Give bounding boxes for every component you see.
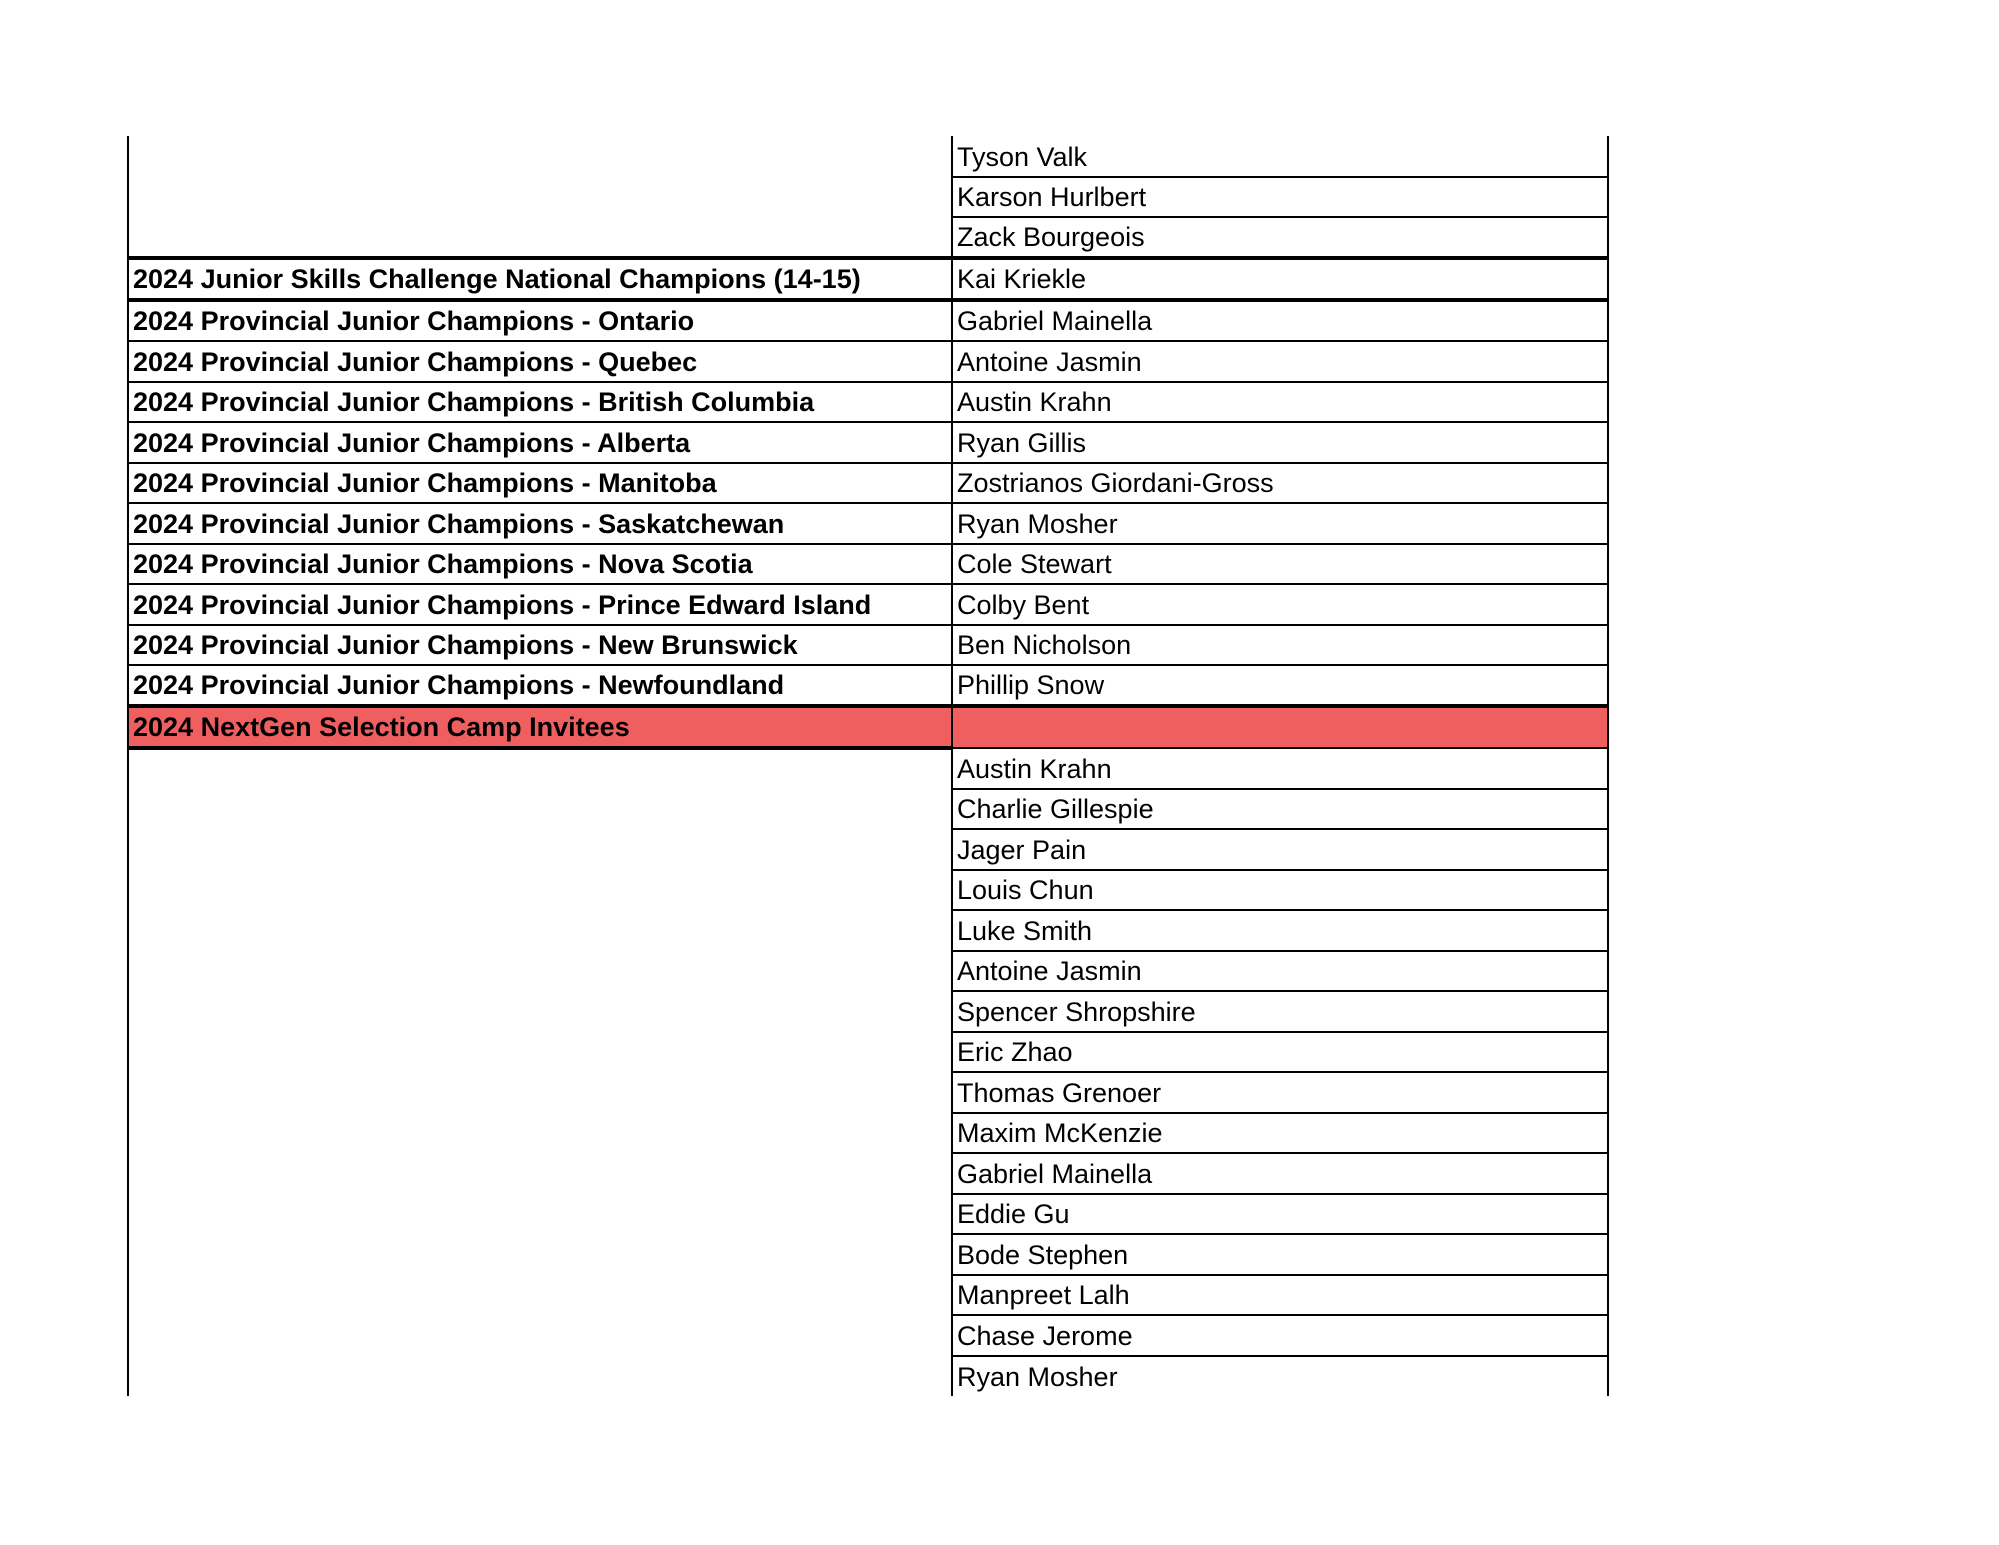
empty-category-cell[interactable] [128,177,952,218]
name-cell[interactable]: Austin Krahn [952,382,1608,423]
empty-category-cell[interactable] [128,910,952,951]
table-row [128,217,1608,258]
table-row [128,136,1608,177]
name-cell[interactable]: Gabriel Mainella [952,1153,1608,1194]
name-cell[interactable]: Maxim McKenzie [952,1113,1608,1154]
table-row [128,665,1608,706]
table-row [128,1234,1608,1275]
table-row [128,463,1608,504]
table-row [128,625,1608,666]
empty-category-cell[interactable] [128,217,952,258]
empty-category-cell[interactable] [128,748,952,789]
category-cell[interactable]: 2024 Provincial Junior Champions - British Columbia [128,382,952,423]
name-cell[interactable]: Ben Nicholson [952,625,1608,666]
name-cell[interactable]: Zack Bourgeois [952,217,1608,258]
empty-category-cell[interactable] [128,1072,952,1113]
name-cell[interactable]: Karson Hurlbert [952,177,1608,218]
category-cell[interactable]: 2024 Provincial Junior Champions - Quebec [128,341,952,382]
empty-category-cell[interactable] [128,951,952,992]
name-cell[interactable]: Ryan Gillis [952,422,1608,463]
table-row [128,584,1608,625]
category-cell[interactable]: 2024 Provincial Junior Champions - Ontario [128,300,952,341]
name-cell[interactable]: Luke Smith [952,910,1608,951]
table-row [128,1315,1608,1356]
table-row [128,951,1608,992]
table-row [128,382,1608,423]
category-cell[interactable]: 2024 Provincial Junior Champions - Alberta [128,422,952,463]
name-cell[interactable]: Kai Kriekle [952,258,1608,300]
table-row [128,177,1608,218]
category-cell[interactable]: 2024 Junior Skills Challenge National Champions (14-15) [128,258,952,300]
name-cell[interactable]: Chase Jerome [952,1315,1608,1356]
table-row [128,1153,1608,1194]
empty-category-cell[interactable] [128,870,952,911]
name-cell[interactable]: Tyson Valk [952,136,1608,177]
name-cell[interactable]: Eric Zhao [952,1032,1608,1073]
table-row [128,1194,1608,1235]
name-cell[interactable]: Zostrianos Giordani-Gross [952,463,1608,504]
name-cell[interactable]: Bode Stephen [952,1234,1608,1275]
empty-category-cell[interactable] [128,136,952,177]
category-cell[interactable]: 2024 Provincial Junior Champions - New Brunswick [128,625,952,666]
name-cell[interactable]: Austin Krahn [952,748,1608,789]
spreadsheet-body [128,136,1608,1396]
name-cell[interactable]: Antoine Jasmin [952,341,1608,382]
table-row [128,503,1608,544]
table-row [128,829,1608,870]
name-cell[interactable]: Colby Bent [952,584,1608,625]
name-cell[interactable]: Manpreet Lalh [952,1275,1608,1316]
name-cell[interactable]: Phillip Snow [952,665,1608,706]
empty-category-cell[interactable] [128,789,952,830]
name-cell[interactable]: Gabriel Mainella [952,300,1608,341]
category-cell[interactable]: 2024 Provincial Junior Champions - Saskatchewan [128,503,952,544]
table-row [128,1032,1608,1073]
table-row [128,789,1608,830]
name-cell[interactable]: Jager Pain [952,829,1608,870]
empty-category-cell[interactable] [128,1153,952,1194]
name-cell[interactable]: Cole Stewart [952,544,1608,585]
name-cell[interactable]: Ryan Mosher [952,1356,1608,1397]
empty-category-cell[interactable] [128,1275,952,1316]
table-row [128,422,1608,463]
category-cell[interactable]: 2024 NextGen Selection Camp Invitees [128,706,952,748]
table-row [128,300,1608,341]
empty-category-cell[interactable] [128,829,952,870]
category-cell[interactable]: 2024 Provincial Junior Champions - Prince Edward Island [128,584,952,625]
table-row [128,910,1608,951]
table-row [128,1356,1608,1397]
spreadsheet-table [127,136,1609,1396]
empty-category-cell[interactable] [128,1315,952,1356]
table-row [128,544,1608,585]
name-cell[interactable]: Ryan Mosher [952,503,1608,544]
empty-category-cell[interactable] [128,1113,952,1154]
table-row [128,991,1608,1032]
category-cell[interactable]: 2024 Provincial Junior Champions - Newfoundland [128,665,952,706]
name-cell[interactable]: Eddie Gu [952,1194,1608,1235]
table-row [128,341,1608,382]
name-cell[interactable]: Louis Chun [952,870,1608,911]
name-cell[interactable]: Charlie Gillespie [952,789,1608,830]
highlight-header-row [128,706,1608,748]
empty-category-cell[interactable] [128,1356,952,1397]
table-row [128,870,1608,911]
table-row [128,258,1608,300]
empty-category-cell[interactable] [128,1194,952,1235]
table-row [128,1113,1608,1154]
category-cell[interactable]: 2024 Provincial Junior Champions - Manitoba [128,463,952,504]
empty-name-cell[interactable] [952,706,1608,748]
name-cell[interactable]: Antoine Jasmin [952,951,1608,992]
empty-category-cell[interactable] [128,991,952,1032]
name-cell[interactable]: Spencer Shropshire [952,991,1608,1032]
empty-category-cell[interactable] [128,1234,952,1275]
category-cell[interactable]: 2024 Provincial Junior Champions - Nova Scotia [128,544,952,585]
empty-category-cell[interactable] [128,1032,952,1073]
name-cell[interactable]: Thomas Grenoer [952,1072,1608,1113]
table-row [128,748,1608,789]
table-row [128,1072,1608,1113]
table-row [128,1275,1608,1316]
